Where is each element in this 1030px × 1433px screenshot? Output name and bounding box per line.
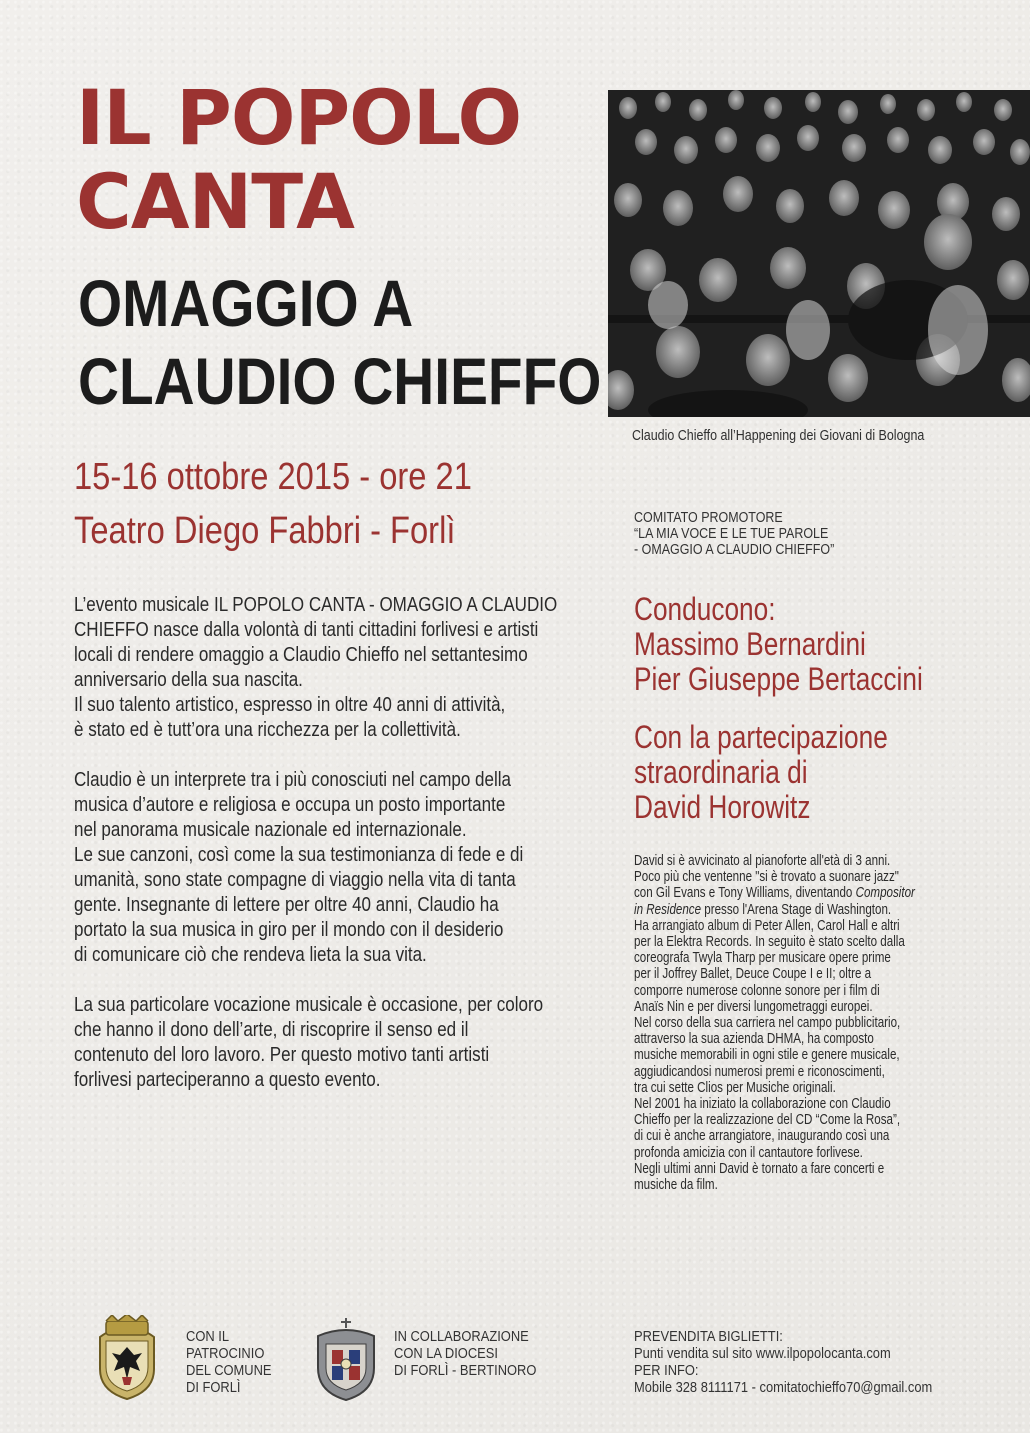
body-line: nel panorama musicale nazionale ed internazionale. (74, 818, 467, 841)
collaborazione-line: DI FORLÌ - BERTINORO (394, 1362, 537, 1379)
title-line-2: CANTA (76, 157, 354, 246)
crowd-photo-image (608, 90, 1030, 417)
bio-emphasis: Compositor (855, 885, 915, 902)
comitato-promotore (634, 510, 909, 558)
title-line-1: IL POPOLO (76, 73, 522, 162)
body-line: gente. Insegnante di lettere per oltre 40 anni, Claudio ha (74, 893, 499, 916)
bio-line: aggiudicandosi numerosi premi e riconoscimenti, (634, 1063, 885, 1080)
bio-line: Negli ultimi anni David è tornato a fare concerti e (634, 1160, 885, 1177)
bio-line: per il Joffrey Ballet, Deuce Coupe I e II; oltre a (634, 966, 872, 983)
bio-line: Poco più che ventenne "si è trovato a suonare jazz" (634, 869, 899, 886)
partecipazione-line: straordinaria di (634, 754, 808, 790)
partecipazione-line: Con la partecipazione (634, 719, 888, 755)
body-line: è stato ed è tutt’ora una ricchezza per la collettività. (74, 718, 461, 741)
partecipazione-block (634, 720, 962, 825)
guest-name: David Horowitz (634, 789, 811, 825)
body-line: musica d’autore e religiosa e occupa un posto importante (74, 793, 506, 816)
collaborazione-text (394, 1328, 566, 1379)
bio-line: Ha arrangiato album di Peter Allen, Carol Hall e altri (634, 917, 900, 934)
body-line: L’evento musicale IL POPOLO CANTA - OMAGGIO A CLAUDIO (74, 593, 558, 616)
title-red (76, 73, 596, 246)
paragraph-2 (74, 767, 572, 967)
diocesi-crest-icon (312, 1318, 380, 1402)
collaborazione-line: IN COLLABORAZIONE (394, 1328, 529, 1345)
subtitle (78, 264, 611, 420)
bio-line: di cui è anche arrangiatore, inaugurando così una (634, 1128, 890, 1145)
body-line: umanità, sono state compagne di viaggio nella vita di tanta (74, 868, 516, 891)
body-line: Il suo talento artistico, espresso in oltre 40 anni di attività, (74, 693, 506, 716)
body-line: di comunicare ciò che rendeva lieta la sua vita. (74, 943, 427, 966)
body-line: locali di rendere omaggio a Claudio Chieffo nel settantesimo (74, 643, 528, 666)
subtitle-line-2: CLAUDIO CHIEFFO (78, 344, 602, 418)
patrocinio-text (186, 1328, 306, 1396)
conducono-block (634, 592, 962, 697)
biglietti-website[interactable]: Punti vendita sul sito www.ilpopolocanta.com (634, 1345, 891, 1362)
bio-line: Anaïs Nin e per diversi lungometraggi europei. (634, 998, 873, 1015)
body-line: anniversario della sua nascita. (74, 668, 303, 691)
body-line: La sua particolare vocazione musicale è occasione, per coloro (74, 993, 544, 1016)
biglietti-info (634, 1328, 978, 1396)
body-line: portato la sua musica in giro per il mondo con il desiderio (74, 918, 504, 941)
comitato-line: “LA MIA VOCE E LE TUE PAROLE (634, 526, 829, 542)
paragraph-3 (74, 992, 572, 1092)
body-line: Claudio è un interprete tra i più conosciuti nel campo della (74, 768, 511, 791)
info-heading: PER INFO: (634, 1362, 699, 1379)
bio-line: coreografa Twyla Tharp per musicare opere prime (634, 950, 891, 967)
collaborazione-line: CON LA DIOCESI (394, 1345, 498, 1362)
event-dates: 15-16 ottobre 2015 - ore 21 (74, 456, 472, 498)
david-horowitz-bio (634, 853, 954, 1193)
body-line: che hanno il dono dell’arte, di riscoprire il senso ed il (74, 1018, 469, 1041)
patrocinio-line: PATROCINIO (186, 1345, 265, 1362)
body-line: forlivesi parteciperanno a questo evento. (74, 1068, 381, 1091)
body-text (74, 592, 572, 1117)
comune-forli-crest-icon (92, 1315, 162, 1401)
body-line: Le sue canzoni, così come la sua testimonianza di fede e di (74, 843, 524, 866)
bio-line: profonda amicizia con il cantautore forlivese. (634, 1144, 863, 1161)
bio-line: musiche da film. (634, 1177, 718, 1194)
bio-line: Nel 2001 ha iniziato la collaborazione con Claudio (634, 1096, 891, 1113)
host-name: Massimo Bernardini (634, 626, 866, 662)
paragraph-1 (74, 592, 572, 742)
photo-caption: Claudio Chieffo all’Happening dei Giovani di Bologna (632, 428, 925, 444)
crowd-photo (608, 90, 1030, 417)
bio-line: tra cui sette Clios per Musiche originali. (634, 1079, 836, 1096)
bio-line: Nel corso della sua carriera nel campo pubblicitario, (634, 1015, 901, 1032)
bio-line: David si è avvicinato al pianoforte all'età di 3 anni. (634, 853, 891, 869)
bio-emphasis: in Residence (634, 901, 702, 918)
bio-line: comporre numerose colonne sonore per i film di (634, 982, 880, 999)
host-name: Pier Giuseppe Bertaccini (634, 661, 923, 697)
subtitle-line-1: OMAGGIO A (78, 266, 414, 340)
conducono-heading: Conducono: (634, 591, 776, 627)
bio-text: presso l'Arena Stage di Washington. (701, 901, 892, 918)
body-line: CHIEFFO nasce dalla volontà di tanti cittadini forlivesi e artisti (74, 618, 539, 641)
bio-text: con Gil Evans e Tony Williams, diventando (634, 885, 856, 902)
contact-info[interactable]: Mobile 328 8111171 - comitatochieffo70@gmail.com (634, 1379, 933, 1396)
bio-line (634, 885, 954, 901)
biglietti-heading: PREVENDITA BIGLIETTI: (634, 1328, 783, 1345)
event-info (74, 450, 556, 558)
body-line: contenuto del loro lavoro. Per questo motivo tanti artisti (74, 1043, 490, 1066)
bio-line (634, 902, 954, 918)
patrocinio-line: CON IL (186, 1328, 230, 1345)
comitato-line: - OMAGGIO A CLAUDIO CHIEFFO” (634, 542, 835, 558)
patrocinio-line: DI FORLÌ (186, 1379, 241, 1396)
comitato-line: COMITATO PROMOTORE (634, 510, 783, 526)
bio-line: Chieffo per la realizzazione del CD “Come la Rosa”, (634, 1112, 901, 1129)
bio-line: attraverso la sua azienda DHMA, ha composto (634, 1031, 874, 1048)
patrocinio-line: DEL COMUNE (186, 1362, 272, 1379)
event-venue: Teatro Diego Fabbri - Forlì (74, 510, 456, 552)
bio-line: musiche memorabili in ogni stile e genere musicale, (634, 1047, 900, 1064)
bio-line: per la Elektra Records. In seguito è stato scelto dalla (634, 934, 905, 951)
